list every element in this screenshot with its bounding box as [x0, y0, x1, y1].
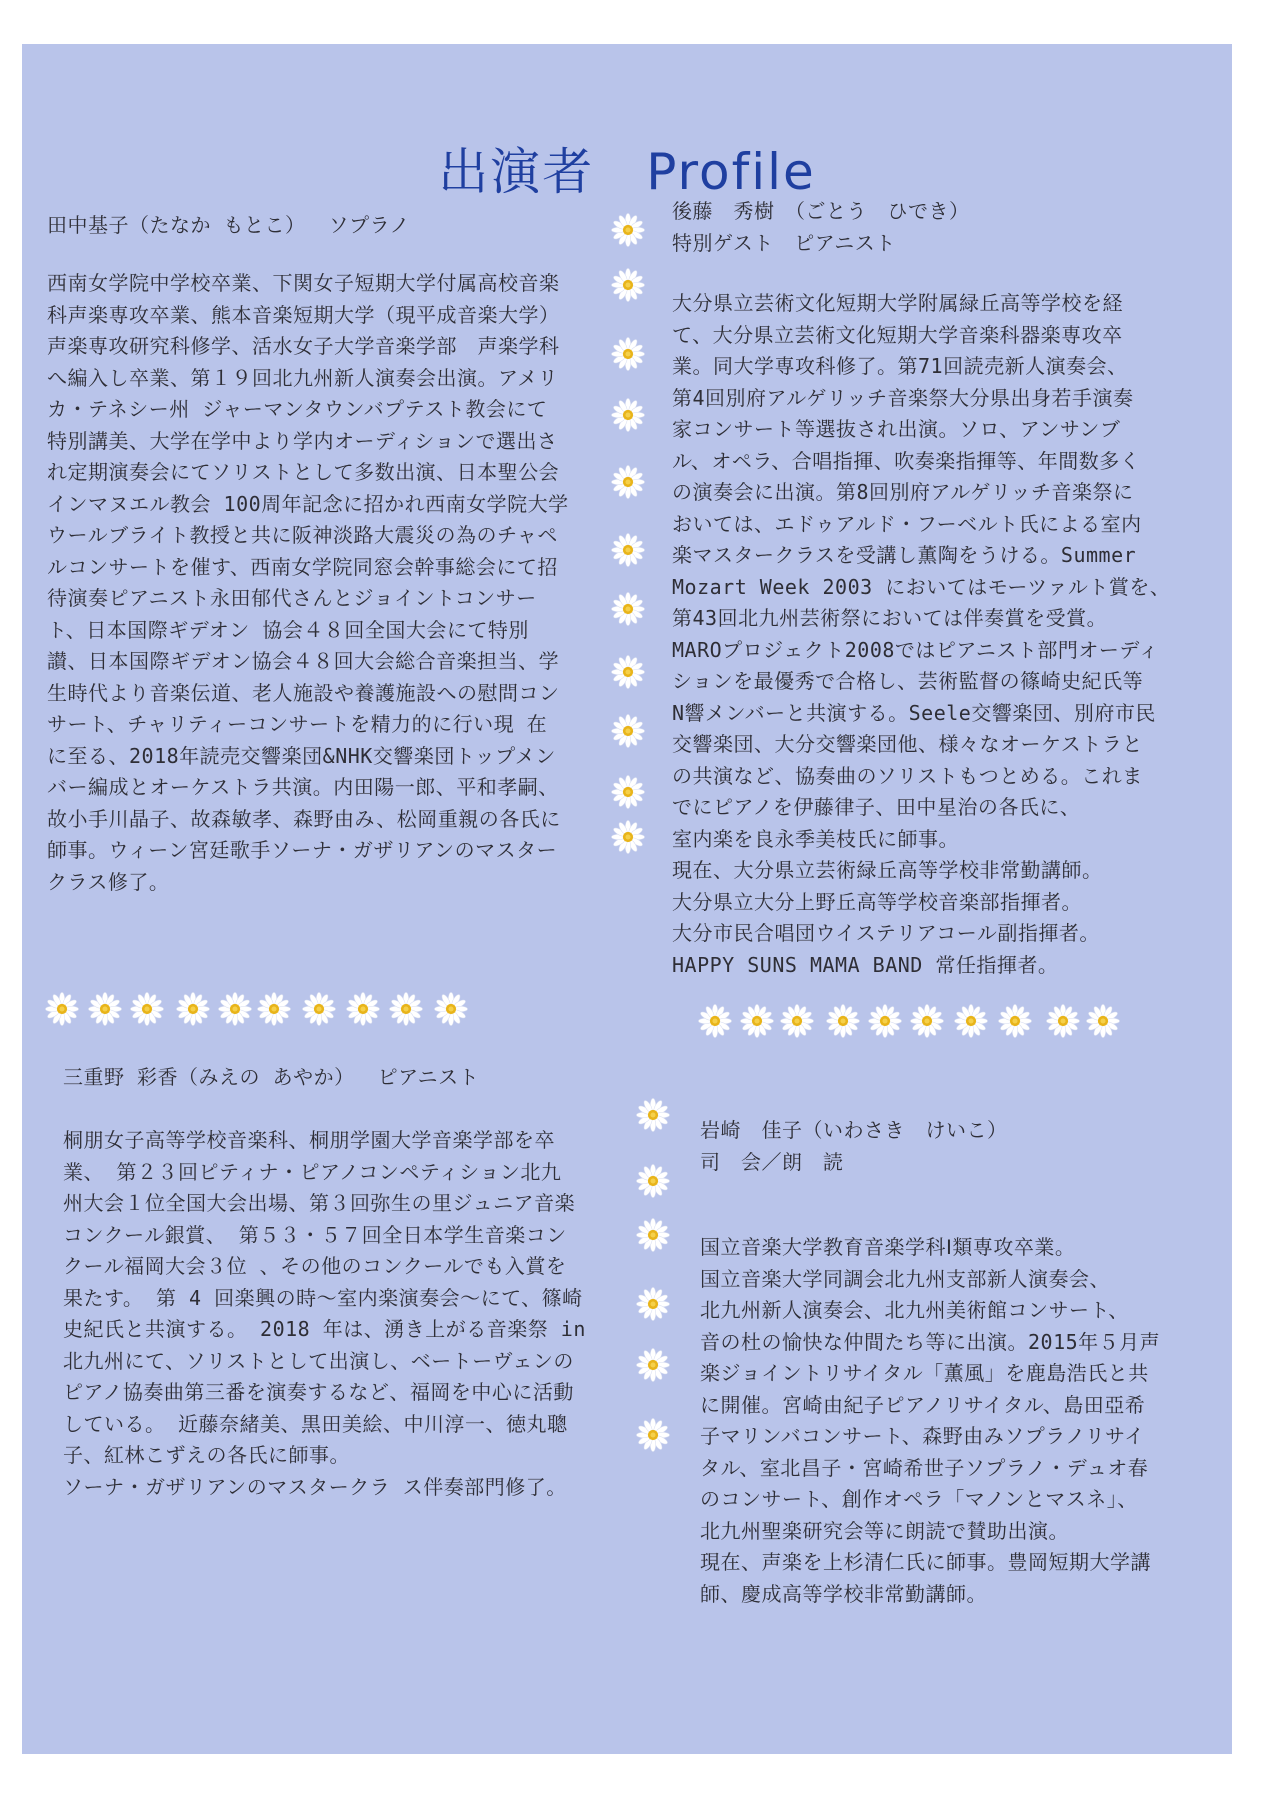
- daisy-icon: [998, 1004, 1032, 1038]
- performer-role: 特別ゲスト ピアニスト: [672, 230, 896, 255]
- performer-1-bio: [47, 268, 569, 898]
- performer-name: 田中基子（たなか もとこ） ソプラノ: [47, 213, 410, 237]
- performer-name: 岩崎 佳子（いわさき けいこ）: [700, 1118, 1008, 1142]
- bio-line: サート、チャリティーコンサートを精力的に行い現 在: [47, 712, 548, 736]
- bio-line: ル、オペラ、合唱指揮、吹奏楽指揮等、年間数多く: [672, 448, 1141, 473]
- bio-line: 州大会１位全国大会出場、第３回弥生の里ジュニア音楽: [63, 1191, 576, 1215]
- bio-line: の共演など、協奏曲のソリストもつとめる。これま: [672, 763, 1143, 788]
- bio-line: バー編成とオーケストラ共演。内田陽一郎、平和孝嗣、: [47, 775, 559, 799]
- bio-line: ションを最優秀で合格し、芸術監督の篠崎史紀氏等: [672, 669, 1144, 693]
- bio-line: 果たす。 第 4 回楽興の時～室内楽演奏会～にて、篠崎: [63, 1285, 583, 1310]
- daisy-icon: [611, 775, 645, 809]
- bio-line: 師、慶成高等学校非常勤講師。: [700, 1581, 987, 1606]
- bio-line: に開催。宮崎由紀子ピアノリサイタル、島田亞希: [700, 1392, 1146, 1417]
- daisy-icon: [611, 592, 645, 626]
- bio-line: している。 近藤奈緒美、黒田美絵、中川淳一、徳丸聰: [63, 1411, 568, 1436]
- page-title: 出演者 Profile: [438, 143, 816, 201]
- bio-line: 子、紅林こずえの各氏に師事。: [63, 1443, 350, 1467]
- bio-line: 第4回別府アルゲリッチ音楽祭大分県出身若手演奏: [672, 385, 1134, 410]
- daisy-icon: [636, 1098, 670, 1132]
- performer-2-header: [672, 196, 970, 259]
- bio-line: クラス修了。: [47, 869, 170, 894]
- bio-line: 業、 第２３回ピティナ・ピアノコンペティション北九: [63, 1159, 562, 1184]
- daisy-icon: [740, 1004, 774, 1038]
- bio-line: 室内楽を良永季美枝氏に師事。: [672, 826, 959, 851]
- performer-role: 司 会／朗 読: [700, 1149, 844, 1174]
- bio-line: のコンサート、創作オペラ「マノンとマスネ」、: [700, 1487, 1138, 1511]
- bio-line: Mozart Week 2003 においてはモーツァルト賞を、: [672, 574, 1171, 599]
- bio-line: 大分県立大分上野丘高等学校音楽部指揮者。: [672, 889, 1082, 914]
- bio-line: 北九州にて、ソリストとして出演し、ベートーヴェンの: [63, 1348, 574, 1373]
- performer-3-header: [63, 1062, 479, 1094]
- bio-line: でにピアノを伊藤律子、田中星治の各氏に、: [672, 795, 1081, 819]
- daisy-icon: [1086, 1004, 1120, 1038]
- bio-line: 故小手川晶子、故森敏孝、森野由み、松岡重親の各氏に: [47, 806, 561, 831]
- daisy-icon: [636, 1418, 670, 1452]
- bio-line: ルコンサートを催す、西南女学院同窓会幹事総会にて招: [47, 554, 558, 579]
- bio-line: 交響楽団、大分交響楽団他、様々なオーケストラと: [672, 732, 1143, 756]
- daisy-icon: [176, 992, 210, 1026]
- daisy-icon: [611, 533, 645, 567]
- bio-line: 桐朋女子高等学校音楽科、桐朋学園大学音楽学部を卒: [63, 1128, 555, 1152]
- bio-line: 大分県立芸術文化短期大学附属緑丘高等学校を経: [672, 291, 1123, 315]
- daisy-icon: [636, 1348, 670, 1382]
- bio-line: 楽ジョイントリサイタル「薫風」を鹿島浩氏と共: [700, 1361, 1149, 1385]
- daisy-icon: [698, 1004, 732, 1038]
- bio-line: 家コンサート等選抜され出演。ソロ、アンサンブ: [672, 417, 1121, 441]
- daisy-icon: [389, 992, 423, 1026]
- daisy-icon: [611, 213, 645, 247]
- bio-line: コンクール銀賞、 第５３・５７回全日本学生音楽コン: [63, 1222, 567, 1247]
- bio-line: 現在、声楽を上杉清仁氏に師事。豊岡短期大学講: [700, 1550, 1151, 1574]
- bio-line: クール福岡大会３位 、その他のコンクールでも入賞を: [63, 1254, 567, 1278]
- bio-line: 業。同大学専攻科修了。第71回読売新人演奏会、: [672, 354, 1128, 378]
- daisy-icon: [636, 1218, 670, 1252]
- daisy-icon: [88, 992, 122, 1026]
- bio-line: 大分市民合唱団ウイステリアコール副指揮者。: [672, 921, 1100, 945]
- daisy-icon: [611, 714, 645, 748]
- performer-4-header: [700, 1115, 1008, 1178]
- performer-4-bio: [700, 1232, 1160, 1610]
- bio-line: 西南女学院中学校卒業、下関女子短期大学付属高校音楽: [47, 271, 560, 295]
- daisy-icon: [611, 465, 645, 499]
- bio-line: て、大分県立芸術文化短期大学音楽科器楽専攻卒: [672, 322, 1123, 347]
- daisy-icon: [868, 1004, 902, 1038]
- daisy-icon: [130, 992, 164, 1026]
- daisy-icon: [611, 820, 645, 854]
- performer-1-header: [47, 210, 410, 242]
- bio-line: 生時代より音楽伝道、老人施設や養護施設への慰問コン: [47, 680, 560, 705]
- bio-line: ピアノ協奏曲第三番を演奏するなど、福岡を中心に活動: [63, 1380, 574, 1404]
- bio-line: ト、日本国際ギデオン 協会４８回全国大会にて特別: [47, 617, 529, 642]
- daisy-icon: [257, 992, 291, 1026]
- bio-line: 待演奏ピアニスト永田郁代さんとジョイントコンサー: [47, 586, 537, 610]
- bio-line: 楽マスタークラスを受講し薫陶をうける。Summer: [672, 543, 1137, 567]
- daisy-icon: [954, 1004, 988, 1038]
- bio-line: N響メンバーと共演する。Seele交響楽団、別府市民: [672, 700, 1156, 725]
- bio-line: 史紀氏と共演する。 2018 年は、湧き上がる音楽祭 in: [63, 1317, 586, 1341]
- daisy-icon: [218, 992, 252, 1026]
- bio-line: タル、室北昌子・宮崎希世子ソプラノ・デュオ春: [700, 1455, 1149, 1480]
- bio-line: 声楽専攻研究科修学、活水女子大学音楽学部 声楽学科: [47, 334, 560, 358]
- daisy-icon: [611, 398, 645, 432]
- bio-line: ウールブライト教授と共に阪神淡路大震災の為のチャペ: [47, 523, 558, 547]
- daisy-icon: [346, 992, 380, 1026]
- bio-line: の演奏会に出演。第8回別府アルゲリッチ音楽祭に: [672, 480, 1134, 504]
- bio-line: へ編入し卒業、第１９回北九州新人演奏会出演。アメリ: [47, 365, 559, 390]
- daisy-icon: [780, 1004, 814, 1038]
- daisy-icon: [636, 1287, 670, 1321]
- bio-line: 讃、日本国際ギデオン協会４８回大会総合音楽担当、学: [47, 649, 560, 673]
- bio-line: 子マリンバコンサート、森野由みソプラノリサイ: [700, 1424, 1145, 1448]
- bio-line: 音の杜の愉快な仲間たち等に出演。2015年５月声: [700, 1329, 1161, 1354]
- bio-line: カ・テネシー州 ジャーマンタウンバプテスト教会にて: [47, 397, 548, 421]
- bio-line: 北九州新人演奏会、北九州美術館コンサート、: [700, 1298, 1129, 1322]
- daisy-icon: [826, 1004, 860, 1038]
- performer-name: 三重野 彩香（みえの あやか） ピアニスト: [63, 1065, 480, 1089]
- bio-line: 国立音楽大学教育音楽学科Ⅰ類専攻卒業。: [700, 1235, 1076, 1259]
- bio-line: 師事。ウィーン宮廷歌手ソーナ・ガザリアンのマスター: [47, 838, 558, 862]
- bio-line: ソーナ・ガザリアンのマスタークラ ス伴奏部門修了。: [63, 1474, 567, 1499]
- performer-2-bio: [672, 288, 1170, 981]
- bio-line: HAPPY SUNS MAMA BAND 常任指揮者。: [672, 952, 1059, 977]
- performer-3-bio: [63, 1125, 586, 1503]
- bio-line: おいては、エドゥアルド・フーベルト氏による室内: [672, 511, 1142, 536]
- daisy-icon: [434, 992, 468, 1026]
- performer-name: 後藤 秀樹 （ごとう ひでき）: [672, 199, 970, 223]
- bio-line: MAROプロジェクト2008ではピアニスト部門オーディ: [672, 637, 1159, 662]
- daisy-icon: [611, 655, 645, 689]
- daisy-icon: [302, 992, 336, 1026]
- bio-line: 第43回北九州芸術祭においては伴奏賞を受賞。: [672, 606, 1108, 630]
- daisy-icon: [611, 337, 645, 371]
- bio-line: 北九州聖楽研究会等に朗読で賛助出演。: [700, 1518, 1069, 1543]
- daisy-icon: [910, 1004, 944, 1038]
- bio-line: れ定期演奏会にてソリストとして多数出演、日本聖公会: [47, 460, 560, 484]
- bio-line: 科声楽専攻卒業、熊本音楽短期大学（現平成音楽大学）: [47, 302, 560, 327]
- bio-line: インマヌエル教会 100周年記念に招かれ西南女学院大学: [47, 491, 569, 516]
- daisy-icon: [1046, 1004, 1080, 1038]
- bio-line: 国立音楽大学同調会北九州支部新人演奏会、: [700, 1266, 1110, 1291]
- bio-line: に至る、2018年読売交響楽団&NHK交響楽団トップメン: [47, 743, 556, 768]
- daisy-icon: [611, 268, 645, 302]
- bio-line: 現在、大分県立芸術緑丘高等学校非常勤講師。: [672, 858, 1103, 882]
- daisy-icon: [636, 1164, 670, 1198]
- bio-line: 特別講美、大学在学中より学内オーディションで選出さ: [47, 428, 558, 453]
- daisy-icon: [45, 992, 79, 1026]
